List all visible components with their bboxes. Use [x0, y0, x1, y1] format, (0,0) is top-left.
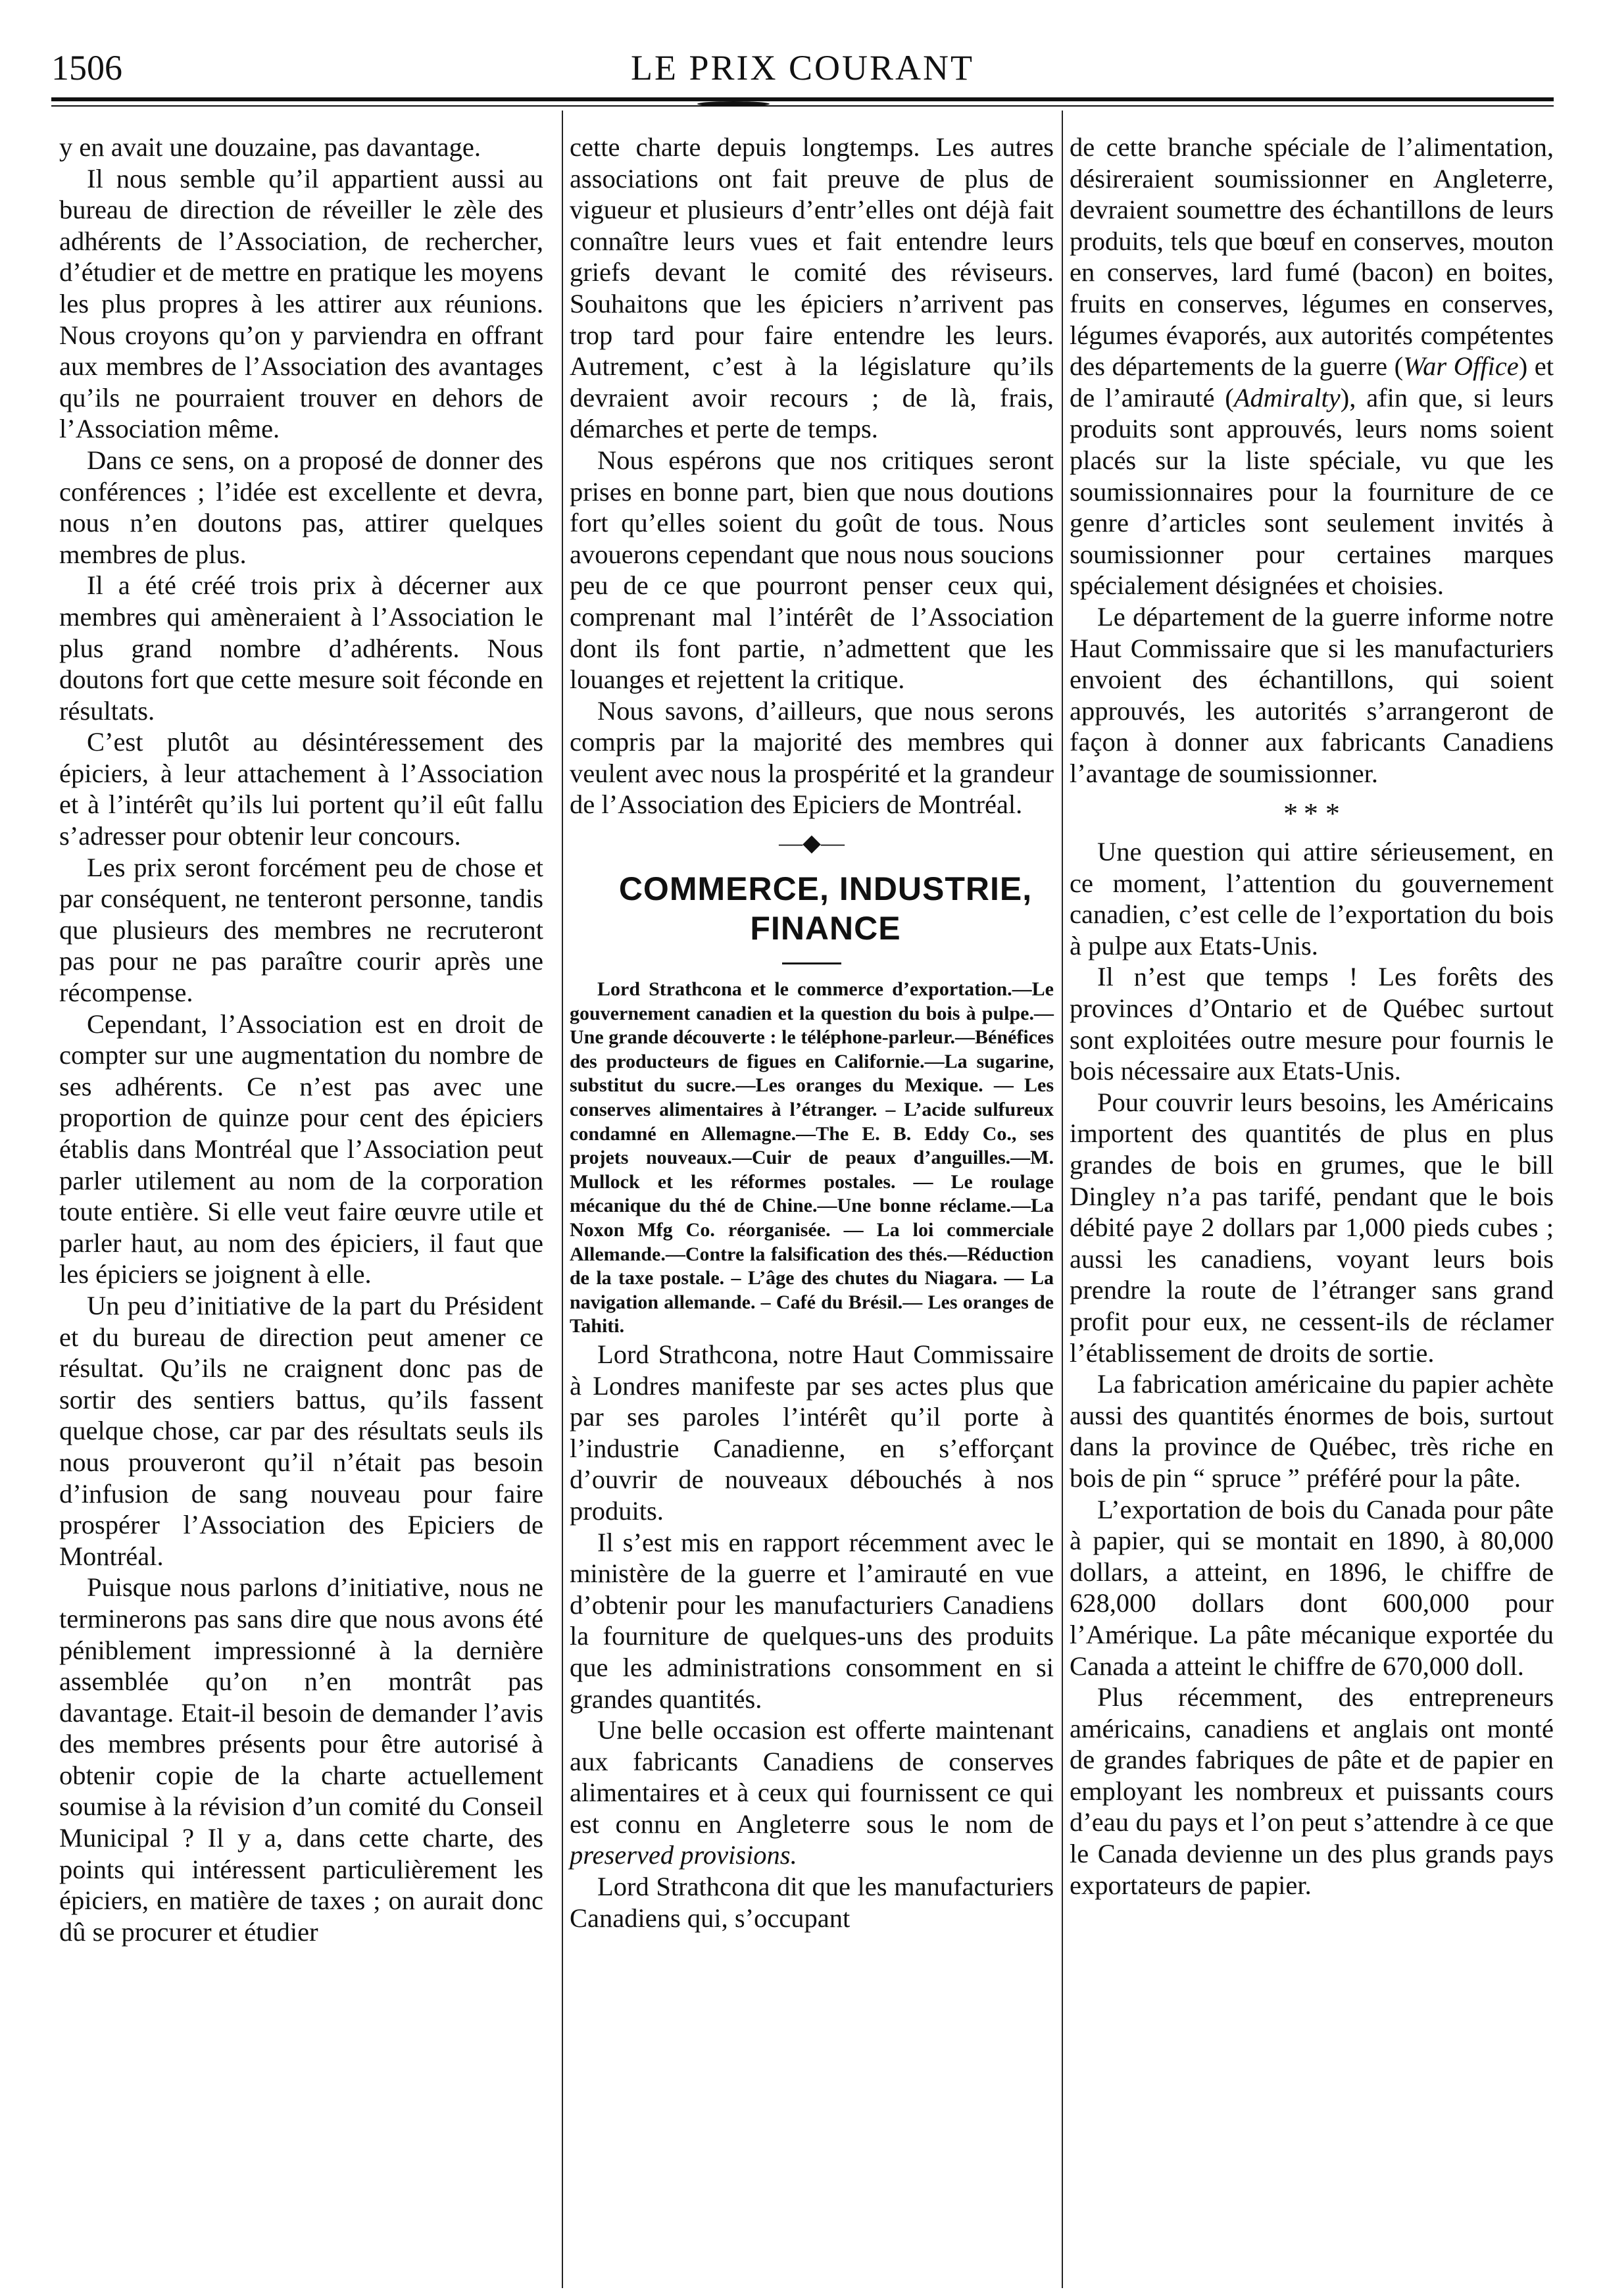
column-rule-left: [562, 111, 563, 2288]
paragraph: Il nous semble qu’il appartient aussi au bureau de direction de réveiller le zèle des adhérents de l’Association, de rechercher, d’étudier et de mettre en pratique les moyens les plus propres à les attirer aux réunions. Nous croyons qu’on y parviendra en offrant aux membres de l’Association des avantages qu’ils ne pourraient trouver en dehors de l’Association même.: [59, 163, 543, 444]
paragraph: Cependant, l’Association est en droit de compter sur une augmentation du nombre de ses adhérents. Ce n’est pas avec une proportion de quinze pour cent des épiciers établis dans Montréal que l’Association peut parler utilement au nom de la corporation toute entière. Si elle veut faire œuvre utile et parler haut, au nom des épiciers, il faut que les épiciers se joignent à elle.: [59, 1009, 543, 1289]
section-summary: Lord Strathcona et le commerce d’exportation.—Le gouvernement canadien et la question du bois à pulpe.—Une grande découverte : le téléphone-parleur.—Bénéfices des producteurs de figues en Californie.—La sugarine, substitut du sucre.—Les oranges du Mexique. — Les conserves alimentaires à l’étranger. – L’acide sulfureux condamné en Allemagne.—The E. B. Eddy Co., ses projets nouveaux.—Cuir de peaux d’anguilles.—M. Mullock et les réformes postales. — Le roulage mécanique du thé de Chine.—Une bonne réclame.—La Noxon Mfg Co. réorganisée. — La loi commerciale Allemande.—Contre la falsification des thés.—Réduction de la taxe postale. – L’âge des chutes du Niagara. — La navigation allemande. – Café du Brésil.— Les oranges de Tahiti.: [570, 978, 1054, 1337]
section-title: COMMERCE, INDUSTRIE,: [618, 870, 1033, 908]
paragraph: Plus récemment, des entrepreneurs américains, canadiens et anglais ont monté de grandes fabriques de pâte et de papier en employant les nombreux et puissants cours d’eau du pays et l’on peut s’attendre à ce que le Canada devienne un des plus grands pays exportateurs de papier.: [1070, 1682, 1554, 1900]
header-rule-ornament: [697, 101, 770, 107]
italic-term: War Office: [1403, 351, 1519, 382]
header-rule-thick: [51, 97, 1554, 101]
paragraph: [570, 1714, 1054, 1871]
paragraph: Une question qui attire sérieusement, en ce moment, l’attention du gouvernement canadien, c’est celle de l’exportation du bois à pulpe aux Etats-Unis.: [1070, 837, 1554, 961]
italic-term: preserved provisions.: [570, 1840, 797, 1870]
paragraph: Il s’est mis en rapport récemment avec le ministère de la guerre et l’amirauté en vue d’obtenir pour les manufacturiers Canadiens la fourniture de quelques-uns des produits que les administrations consomment en si grandes quantités.: [570, 1527, 1054, 1714]
paragraph: Pour couvrir leurs besoins, les Américains importent des quantités de plus en plus grandes de bois en grumes, que le bill Dingley n’a pas tarifé, pendant que le bois débité paye 2 dollars par 1,000 pieds cubes ; aussi les canadiens, voyant leurs bois prendre la route de l’étranger sans grand profit pour eux, ne cessent-ils de réclamer l’établissement de droits de sortie.: [1070, 1087, 1554, 1368]
italic-term: Admiralty: [1233, 382, 1341, 412]
paragraph: Dans ce sens, on a proposé de donner des conférences ; l’idée est excellente et devra, nous n’en doutons pas, attirer quelques membres de plus.: [59, 445, 543, 569]
section-divider-ornament: —◆—: [779, 830, 845, 857]
paragraph-text: Une belle occasion est offerte maintenant aux fabricants Canadiens de conserves alimentaires et à ceux qui fournissent ce qui est connu en Angleterre sous le nom de: [570, 1715, 1054, 1839]
paragraph: Il a été créé trois prix à décerner aux membres qui amèneraient à l’Association le plus grand nombre d’adhérents. Nous doutons fort que cette mesure soit féconde en résultats.: [59, 570, 543, 726]
section-rule: [782, 962, 841, 964]
page-number: 1506: [51, 48, 122, 87]
paragraph-text: ) et de l’amirauté (: [1070, 351, 1554, 412]
column-2: [570, 132, 1054, 1934]
paragraph: Il n’est que temps ! Les forêts des provinces d’Ontario et de Québec surtout sont exploitées outre mesure pour fournis le bois nécessaire aux Etats-Unis.: [1070, 962, 1554, 1086]
section-title: FINANCE: [750, 910, 901, 947]
paragraph-text: de cette branche spéciale de l’alimentation, désireraient soumissionner en Angleterre, devraient soumettre des échantillons de leurs produits, tels que bœuf en conserves, mouton en conserves, lard fumé (bacon) en boites, fruits en conserves, légumes en conserves, légumes évaporés, aux autorités compétentes des départements de la guerre (: [1070, 132, 1554, 382]
paragraph: cette charte depuis longtemps. Les autres associations ont fait preuve de plus de vigueur et plusieurs d’entr’elles ont déjà fait connaître leurs vues et fait entendre leurs griefs devant le comité des réviseurs. Souhaitons que les épiciers n’arrivent pas trop tard pour faire entendre les leurs. Autrement, c’est à la législature qu’ils devraient avoir recours ; de là, frais, démarches et perte de temps.: [570, 132, 1054, 444]
paragraph: Les prix seront forcément peu de chose et par conséquent, ne tenteront personne, tandis que plusieurs des membres ne recruteront pas pour ne pas paraître courir après une récompense.: [59, 852, 543, 1008]
header-rule-thin: [51, 105, 1554, 107]
paragraph: Lord Strathcona, notre Haut Commissaire à Londres manifeste par ses actes plus que par ses paroles l’intérêt qu’il porte à l’industrie Canadienne, en s’efforçant d’ouvrir de nouveaux débouchés à nos produits.: [570, 1339, 1054, 1526]
paragraph-text: ), afin que, si leurs produits sont approuvés, leurs noms soient placés sur la liste spéciale, vu que les soumissionnaires pour la fourniture de ce genre d’articles sont seulement invités à soumissionner pour certaines marques spécialement désignées et choisies.: [1070, 382, 1554, 601]
paragraph: Nous espérons que nos critiques seront prises en bonne part, bien que nous doutions fort qu’elles soient du goût de tous. Nous avouerons cependant que nous nous soucions peu de ce que pourront penser ceux qui, comprenant mal l’intérêt de l’Association dont ils font partie, n’admettent que les louanges et rejettent la critique.: [570, 445, 1054, 695]
paragraph: Lord Strathcona dit que les manufacturiers Canadiens qui, s’occupant: [570, 1872, 1054, 1933]
paragraph: La fabrication américaine du papier achète aussi des quantités énormes de bois, surtout dans la province de Québec, très riche en bois de pin “ spruce ” préféré pour la pâte.: [1070, 1369, 1554, 1493]
paragraph: [1070, 132, 1554, 601]
paragraph: Un peu d’initiative de la part du Président et du bureau de direction peut amener ce résultat. Qu’ils ne craignent donc pas de sortir des sentiers battus, qu’ils fassent quelque chose, car par des résultats seuls ils nous prouveront qu’il n’était pas besoin d’infusion de sang nouveau pour faire prospérer l’Association des Epiciers de Montréal.: [59, 1290, 543, 1571]
running-head-title: LE PRIX COURANT: [630, 48, 974, 87]
paragraph: C’est plutôt au désintéressement des épiciers, à leur attachement à l’Association et à l’intérêt qu’ils lui portent qu’il eût fallu s’adresser pour obtenir leur concours.: [59, 727, 543, 851]
paragraph: Puisque nous parlons d’initiative, nous ne terminerons pas sans dire que nous avons été péniblement impressionné à la dernière assemblée qu’on n’en montrât pas davantage. Etait-il besoin de demander l’avis des membres présents pour être autorisé à obtenir copie de la charte actuellement soumise à la révision d’un comité du Conseil Municipal ? Il y a, dans cette charte, des points qui intéressent particulièrement les épiciers, en matière de taxes ; on aurait donc dû se procurer et étudier: [59, 1572, 543, 1947]
paragraph: Le département de la guerre informe notre Haut Commissaire que si les manufacturiers envoient des échantillons, qui soient approuvés, les autorités s’arrangeront de façon à donner aux fabricants Canadiens l’avantage de soumissionner.: [1070, 601, 1554, 788]
paragraph: Nous savons, d’ailleurs, que nous serons compris par la majorité des membres qui veulent avec nous la prospérité et la grandeur de l’Association des Epiciers de Montréal.: [570, 695, 1054, 820]
column-3: [1070, 132, 1554, 1901]
paragraph: L’exportation de bois du Canada pour pâte à papier, qui se montait en 1890, à 80,000 dollars, a atteint, en 1896, le chiffre de 628,000 dollars dont 600,000 pour l’Amérique. La pâte mécanique exportée du Canada a atteint le chiffre de 670,000 doll.: [1070, 1494, 1554, 1681]
column-rule-right: [1062, 111, 1063, 2288]
asterism: * * *: [1283, 797, 1340, 830]
paragraph: y en avait une douzaine, pas davantage.: [59, 132, 481, 162]
column-1: [59, 132, 543, 1947]
